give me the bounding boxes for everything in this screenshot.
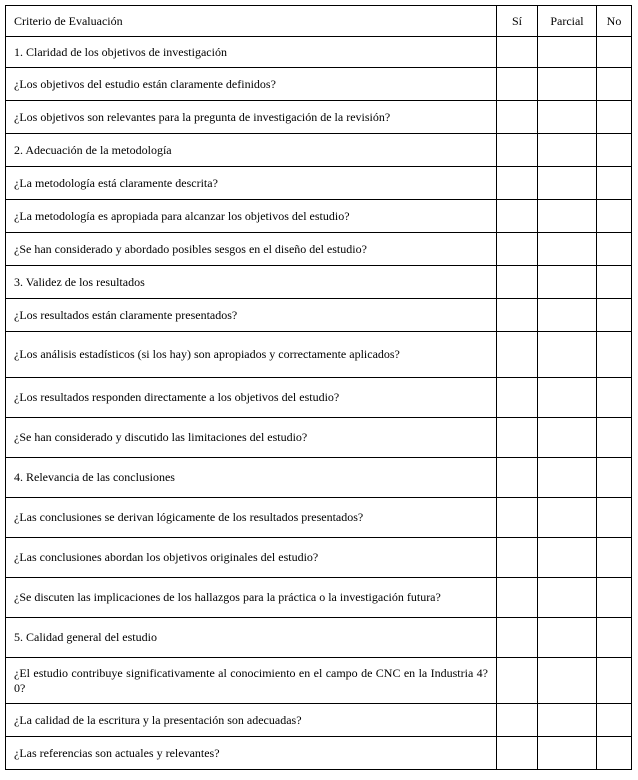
answer-cell-no[interactable] [597,418,632,458]
answer-cell-no[interactable] [597,233,632,266]
header-parcial: Parcial [538,6,597,37]
answer-cell-si[interactable] [497,538,538,578]
answer-cell-no[interactable] [597,538,632,578]
answer-cell-parcial[interactable] [538,299,597,332]
question-text: ¿Los resultados están claramente presentados? [6,299,497,332]
header-no: No [597,6,632,37]
answer-cell-parcial[interactable] [538,538,597,578]
answer-cell-no[interactable] [597,498,632,538]
answer-cell-no[interactable] [597,458,632,498]
section-title: 4. Relevancia de las conclusiones [6,458,497,498]
question-row [6,737,632,770]
question-text: ¿La metodología es apropiada para alcanzar los objetivos del estudio? [6,200,497,233]
answer-cell-si[interactable] [497,498,538,538]
answer-cell-parcial[interactable] [538,618,597,658]
question-text: ¿Las conclusiones abordan los objetivos originales del estudio? [6,538,497,578]
answer-cell-no[interactable] [597,266,632,299]
question-row [6,101,632,134]
question-row [6,332,632,378]
answer-cell-si[interactable] [497,101,538,134]
question-row [6,578,632,618]
answer-cell-si[interactable] [497,578,538,618]
question-row [6,233,632,266]
question-row [6,498,632,538]
section-row [6,618,632,658]
answer-cell-si[interactable] [497,332,538,378]
answer-cell-parcial[interactable] [538,200,597,233]
answer-cell-no[interactable] [597,578,632,618]
answer-cell-no[interactable] [597,704,632,737]
answer-cell-no[interactable] [597,737,632,770]
evaluation-table-container [5,5,632,770]
answer-cell-si[interactable] [497,134,538,167]
section-title: 2. Adecuación de la metodología [6,134,497,167]
answer-cell-parcial[interactable] [538,378,597,418]
answer-cell-parcial[interactable] [538,704,597,737]
question-row [6,167,632,200]
question-text: ¿El estudio contribuye significativamente al conocimiento en el campo de CNC en la Industria 4?0? [6,658,497,704]
section-row [6,266,632,299]
question-row [6,658,632,704]
header-si: Sí [497,6,538,37]
section-title: 3. Validez de los resultados [6,266,497,299]
answer-cell-no[interactable] [597,332,632,378]
table-header-row [6,6,632,37]
answer-cell-parcial[interactable] [538,167,597,200]
answer-cell-si[interactable] [497,68,538,101]
answer-cell-si[interactable] [497,167,538,200]
answer-cell-parcial[interactable] [538,458,597,498]
answer-cell-parcial[interactable] [538,37,597,68]
section-row [6,458,632,498]
answer-cell-no[interactable] [597,101,632,134]
answer-cell-parcial[interactable] [538,134,597,167]
question-text: ¿Se han considerado y discutido las limitaciones del estudio? [6,418,497,458]
answer-cell-parcial[interactable] [538,658,597,704]
answer-cell-si[interactable] [497,418,538,458]
answer-cell-si[interactable] [497,618,538,658]
answer-cell-parcial[interactable] [538,68,597,101]
question-row [6,378,632,418]
question-text: ¿La calidad de la escritura y la presentación son adecuadas? [6,704,497,737]
question-row [6,68,632,101]
section-row [6,134,632,167]
question-text: ¿Se discuten las implicaciones de los hallazgos para la práctica o la investigación futura? [6,578,497,618]
answer-cell-si[interactable] [497,200,538,233]
question-text: ¿Los objetivos son relevantes para la pregunta de investigación de la revisión? [6,101,497,134]
answer-cell-no[interactable] [597,167,632,200]
evaluation-table [5,5,632,770]
answer-cell-si[interactable] [497,658,538,704]
answer-cell-no[interactable] [597,200,632,233]
answer-cell-no[interactable] [597,658,632,704]
answer-cell-parcial[interactable] [538,498,597,538]
question-text: ¿Las referencias son actuales y relevantes? [6,737,497,770]
section-row [6,37,632,68]
answer-cell-parcial[interactable] [538,266,597,299]
question-text: ¿Se han considerado y abordado posibles sesgos en el diseño del estudio? [6,233,497,266]
answer-cell-parcial[interactable] [538,101,597,134]
question-text: ¿Los objetivos del estudio están claramente definidos? [6,68,497,101]
question-text: ¿Los resultados responden directamente a los objetivos del estudio? [6,378,497,418]
answer-cell-si[interactable] [497,233,538,266]
answer-cell-no[interactable] [597,378,632,418]
question-row [6,299,632,332]
answer-cell-no[interactable] [597,37,632,68]
answer-cell-no[interactable] [597,134,632,167]
question-row [6,704,632,737]
section-title: 5. Calidad general del estudio [6,618,497,658]
answer-cell-parcial[interactable] [538,418,597,458]
answer-cell-parcial[interactable] [538,233,597,266]
question-row [6,538,632,578]
question-row [6,200,632,233]
answer-cell-no[interactable] [597,618,632,658]
answer-cell-parcial[interactable] [538,332,597,378]
answer-cell-si[interactable] [497,704,538,737]
question-text: ¿Las conclusiones se derivan lógicamente de los resultados presentados? [6,498,497,538]
answer-cell-parcial[interactable] [538,737,597,770]
answer-cell-si[interactable] [497,37,538,68]
question-text: ¿La metodología está claramente descrita? [6,167,497,200]
answer-cell-si[interactable] [497,299,538,332]
header-criterio: Criterio de Evaluación [6,6,497,37]
answer-cell-si[interactable] [497,378,538,418]
answer-cell-si[interactable] [497,737,538,770]
question-row [6,418,632,458]
answer-cell-no[interactable] [597,299,632,332]
answer-cell-no[interactable] [597,68,632,101]
answer-cell-si[interactable] [497,458,538,498]
section-title: 1. Claridad de los objetivos de investigación [6,37,497,68]
question-text: ¿Los análisis estadísticos (si los hay) son apropiados y correctamente aplicados? [6,332,497,378]
answer-cell-parcial[interactable] [538,578,597,618]
answer-cell-si[interactable] [497,266,538,299]
